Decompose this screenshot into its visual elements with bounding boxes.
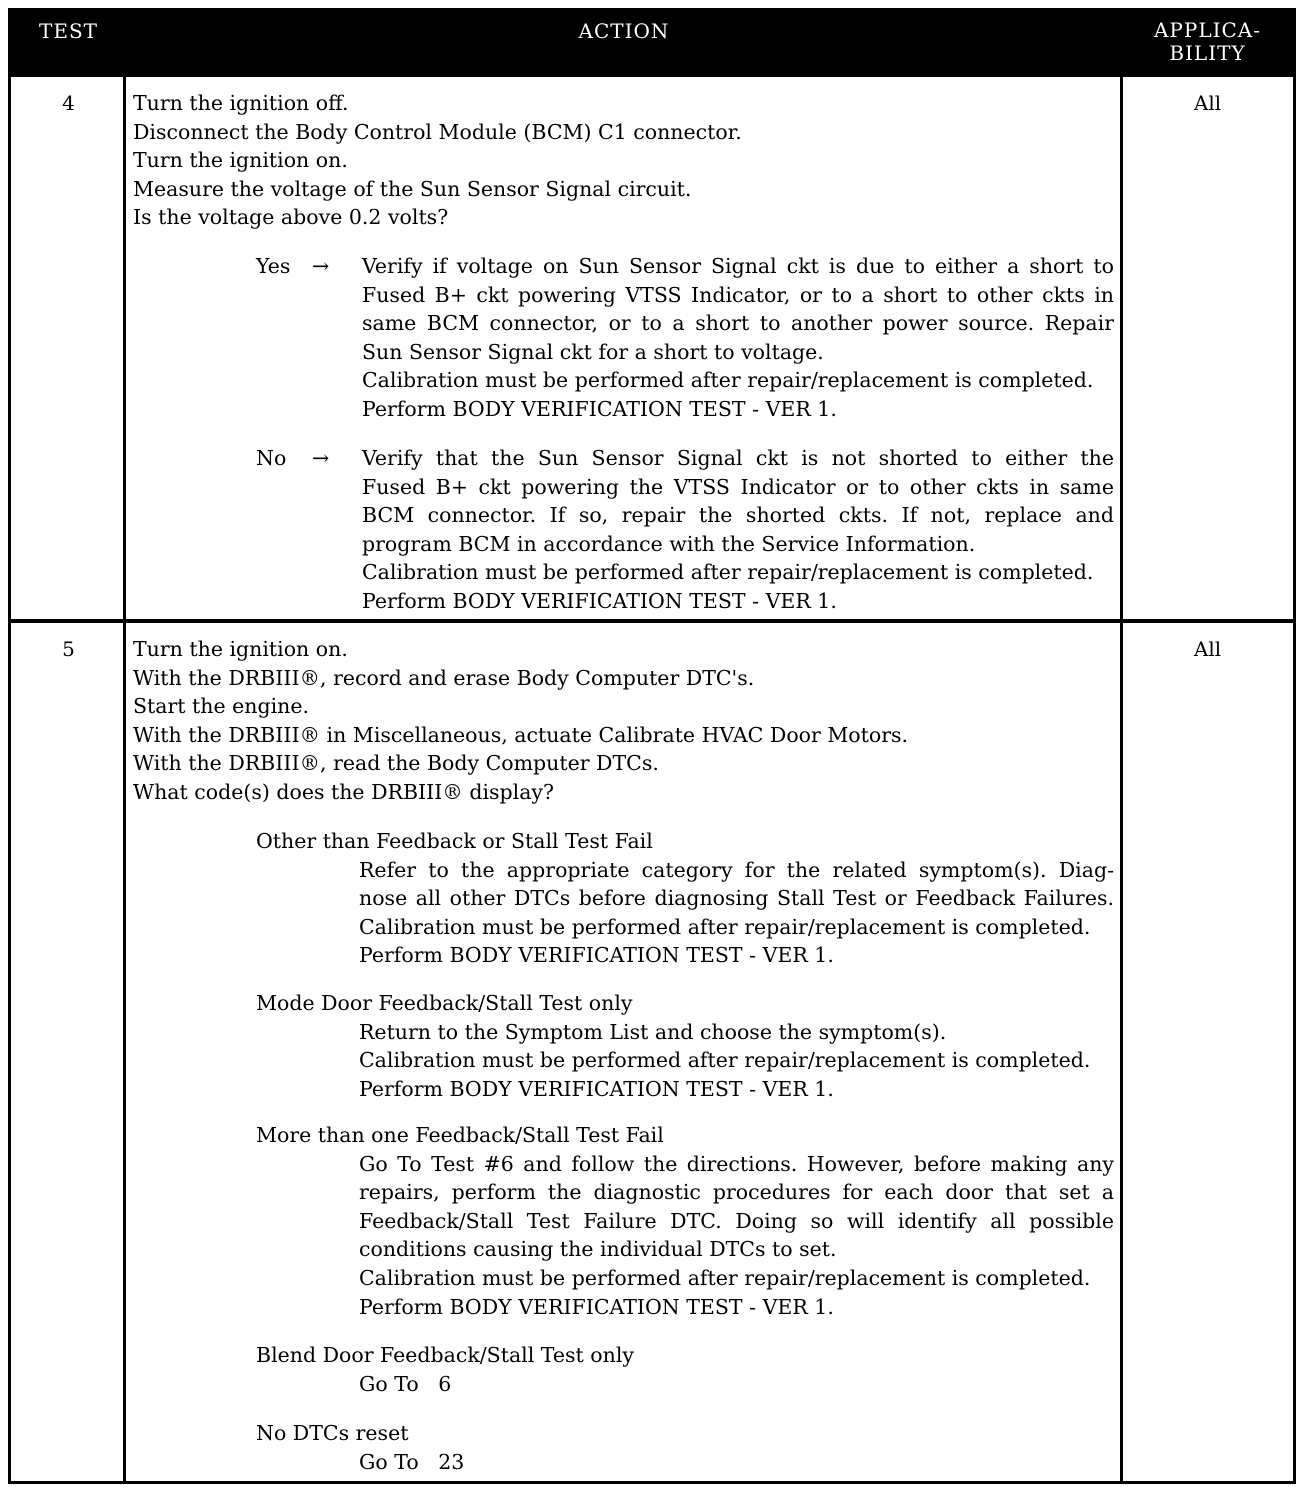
branch-no-dtcs	[256, 1419, 1114, 1476]
branch-mode-door	[256, 989, 1114, 1103]
branch-line: Go To Test #6 and follow the directions. However, before making any	[359, 1151, 1114, 1176]
applicability-value: All	[1193, 637, 1222, 661]
table-header	[11, 11, 1293, 77]
branch-text	[359, 1018, 1114, 1104]
step: With the DRBIII®, record and erase Body Computer DTC's.	[133, 665, 755, 690]
branch-line: Refer to the appropriate category for the related symptom(s). Diag-	[359, 857, 1114, 882]
step: With the DRBIII® in Miscellaneous, actuate Calibrate HVAC Door Motors.	[133, 722, 909, 747]
branch-title: Blend Door Feedback/Stall Test only	[256, 1343, 634, 1367]
branch-line: Calibration must be performed after repair/replacement is completed.	[359, 1265, 1091, 1290]
response-line: Fused B+ ckt powering the VTSS Indicator or to other ckts in same	[362, 474, 1114, 499]
branch-more-than-one	[256, 1121, 1114, 1321]
step: Is the voltage above 0.2 volts?	[133, 205, 449, 230]
response-text	[362, 252, 1114, 424]
step: Disconnect the Body Control Module (BCM) C1 connector.	[133, 119, 742, 144]
branch-blend-door	[256, 1341, 1114, 1398]
test-steps	[133, 89, 742, 232]
header-action: ACTION	[578, 19, 670, 43]
response-line: Verify that the Sun Sensor Signal ckt is not shorted to either the	[362, 446, 1114, 470]
branch-title: More than one Feedback/Stall Test Fail	[256, 1123, 664, 1147]
step: Turn the ignition on.	[133, 148, 348, 173]
test-number: 5	[62, 637, 75, 661]
step: What code(s) does the DRBIII® display?	[133, 779, 555, 804]
response-label: Yes	[256, 254, 291, 278]
goto-line: Go To 23	[359, 1449, 465, 1474]
response-label: No	[256, 446, 287, 470]
step: Start the engine.	[133, 694, 310, 719]
response-line: Verify if voltage on Sun Sensor Signal ckt is due to either a short to	[362, 254, 1114, 278]
response-line: BCM connector. If so, repair the shorted ckts. If not, replace and	[362, 503, 1114, 528]
row-divider	[11, 619, 1293, 623]
response-line: Calibration must be performed after repair/replacement is completed.	[362, 560, 1094, 585]
arrow-icon: →	[312, 254, 330, 278]
branch-line: repairs, perform the diagnostic procedures for each door that set a	[359, 1180, 1114, 1205]
branch-text	[359, 1150, 1114, 1322]
applicability-value: All	[1193, 91, 1222, 115]
branch-text	[359, 1370, 1114, 1399]
branch-line: Perform BODY VERIFICATION TEST - VER 1.	[359, 1294, 834, 1319]
column-divider	[1120, 77, 1123, 1481]
branch-title: No DTCs reset	[256, 1421, 409, 1445]
step: Turn the ignition off.	[133, 91, 349, 115]
test-steps	[133, 635, 908, 807]
test-number: 4	[62, 91, 75, 115]
goto-line: Go To 6	[359, 1371, 452, 1396]
response-line: Calibration must be performed after repair/replacement is completed.	[362, 368, 1094, 393]
response-text	[362, 444, 1114, 616]
branch-line: Return to the Symptom List and choose the symptom(s).	[359, 1019, 947, 1044]
branch-line: Perform BODY VERIFICATION TEST - VER 1.	[359, 1076, 834, 1101]
branch-line: Perform BODY VERIFICATION TEST - VER 1.	[359, 943, 834, 968]
branch-text	[359, 856, 1114, 970]
header-test: TEST	[39, 19, 98, 43]
header-applicability-line1: APPLICA-	[1153, 18, 1262, 42]
branch-other	[256, 827, 1114, 970]
header-applicability-line2: BILITY	[1169, 41, 1246, 65]
response-line: Fused B+ ckt powering VTSS Indicator, or to a short to other ckts in	[362, 282, 1114, 307]
header-applicability	[1122, 19, 1293, 65]
response-line: same BCM connector, or to a short to another power source. Repair	[362, 311, 1114, 336]
branch-text	[359, 1448, 1114, 1477]
branch-title: Mode Door Feedback/Stall Test only	[256, 991, 633, 1015]
branch-line: Feedback/Stall Test Failure DTC. Doing so will identify all possible	[359, 1208, 1114, 1233]
step: With the DRBIII®, read the Body Computer DTCs.	[133, 751, 659, 776]
branch-line: Calibration must be performed after repair/replacement is completed.	[359, 914, 1091, 939]
branch-line: Calibration must be performed after repair/replacement is completed.	[359, 1048, 1091, 1073]
branch-line: conditions causing the individual DTCs to set.	[359, 1237, 837, 1262]
step: Measure the voltage of the Sun Sensor Signal circuit.	[133, 176, 692, 201]
step: Turn the ignition on.	[133, 637, 348, 661]
response-line: Sun Sensor Signal ckt for a short to voltage.	[362, 339, 824, 364]
arrow-icon: →	[312, 446, 330, 470]
branch-line: nose all other DTCs before diagnosing Stall Test or Feedback Failures.	[359, 886, 1114, 911]
column-divider	[123, 77, 126, 1481]
response-line: Perform BODY VERIFICATION TEST - VER 1.	[362, 588, 837, 613]
diagnostic-table	[8, 8, 1296, 1484]
branch-title: Other than Feedback or Stall Test Fail	[256, 829, 653, 853]
response-line: Perform BODY VERIFICATION TEST - VER 1.	[362, 396, 837, 421]
response-line: program BCM in accordance with the Service Information.	[362, 531, 976, 556]
